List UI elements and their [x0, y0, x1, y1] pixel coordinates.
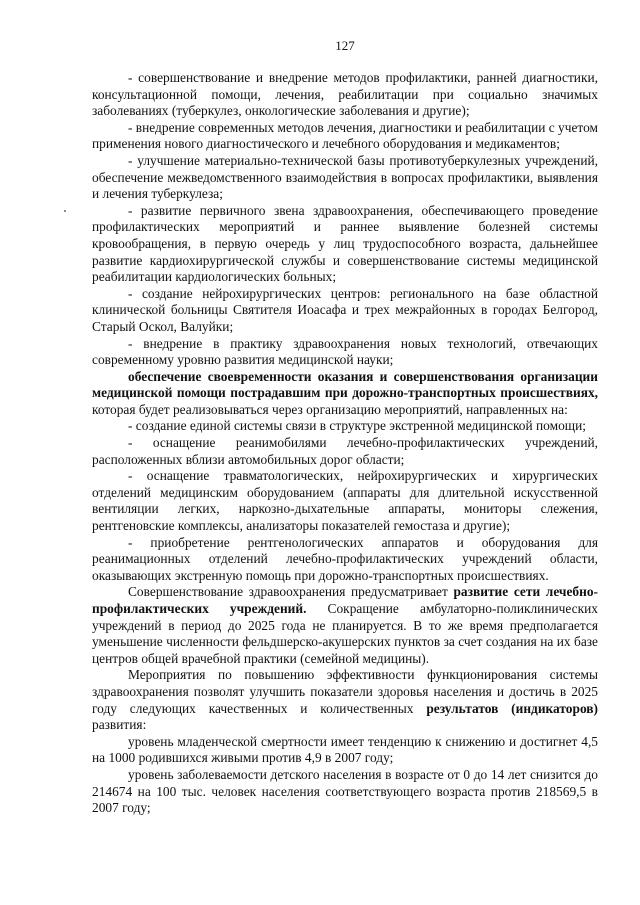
list-item: - развитие первичного звена здравоохранения, обеспечивающего проведение профилактических мероприятий и раннее выявление болезней системы кровообращения, в первую очередь у лиц трудоспособного возраста, дальнейшее развитие кардиохирургической службы и совершенствование системы медицинской реабилитации кардиологических больных; [92, 202, 598, 285]
paragraph-text: Мероприятия по повышению эффективности функционирования системы здравоохранения позволят улучшить показатели здоровья населения и достичь в 2025 году следующих качественных и количественных [92, 667, 598, 716]
list-item: - создание нейрохирургических центров: регионального на базе областной клинической больницы Святителя Иоасафа и трех межрайонных в городах Белгород, Старый Оскол, Валуйки; [92, 285, 598, 334]
paragraph-text: развития: [92, 717, 147, 733]
bold-phrase: результатов (индикаторов) [426, 700, 598, 716]
list-item: - оснащение реанимобилями лечебно-профилактических учреждений, расположенных вблизи автомобильных дорог области; [92, 435, 598, 467]
paragraph-road-accidents [92, 369, 598, 419]
paragraph-text: Совершенствование здравоохранения предусматривает [128, 584, 454, 600]
paragraph-results [92, 667, 598, 733]
document-body [92, 70, 598, 817]
list-item: - оснащение травматологических, нейрохирургических и хирургических отделений медицинским оборудованием (аппараты для длительной искусственной вентиляции легких, наркозно-дыхательные аппараты, мониторы слежения, рентгеновские комплексы, анализаторы показателей гемостаза и другие); [92, 468, 598, 534]
margin-mark [64, 210, 66, 212]
bold-phrase: обеспечение своевременности оказания и совершенствования организации медицинской помощи пострадавшим при дорожно-транспортных происшествиях, [92, 368, 598, 401]
list-item: уровень младенческой смертности имеет тенденцию к снижению и достигнет 4,5 на 1000 родившихся живыми против 4,9 в 2007 году; [92, 733, 598, 766]
paragraph-text: которая будет реализовываться через организацию мероприятий, направленных на: [92, 401, 568, 417]
list-item: - совершенствование и внедрение методов профилактики, ранней диагностики, консультационной помощи, лечения, реабилитации при социально значимых заболеваниях (туберкулез, онкологические заболевания и другие); [92, 70, 598, 119]
list-item: - внедрение в практику здравоохранения новых технологий, отвечающих современному уровню развития медицинской науки; [92, 335, 598, 368]
paragraph-network-development [92, 584, 598, 667]
list-item: - улучшение материально-технической базы противотуберкулезных учреждений, обеспечение межведомственного взаимодействия в вопросах профилактики, выявления и лечения туберкулеза; [92, 152, 598, 202]
list-item: уровень заболеваемости детского населения в возрасте от 0 до 14 лет снизится до 214674 на 100 тыс. человек населения соответствующего возраста против 218569,5 в 2007 году; [92, 766, 598, 816]
page-number: 127 [335, 38, 355, 53]
list-item: - создание единой системы связи в структуре экстренной медицинской помощи; [128, 418, 586, 434]
bold-phrase: развитие сети лечебно-профилактических учреждений. [92, 584, 598, 616]
paragraph-text: Сокращение амбулаторно-поликлинических учреждений в период до 2025 года не планируется. В то же время предполагается уменьшение численности фельдшерско-акушерских пунктов за счет создания на их базе центров общей врачебной практики (семейной медицины). [92, 601, 598, 666]
list-item: - внедрение современных методов лечения, диагностики и реабилитации с учетом применения нового диагностического и лечебного оборудования и медикаментов; [92, 119, 598, 152]
list-item: - приобретение рентгенологических аппаратов и оборудования для реанимационных отделений лечебно-профилактических учреждений области, оказывающих экстренную помощь при дорожно-транспортных происшествиях. [92, 534, 598, 583]
